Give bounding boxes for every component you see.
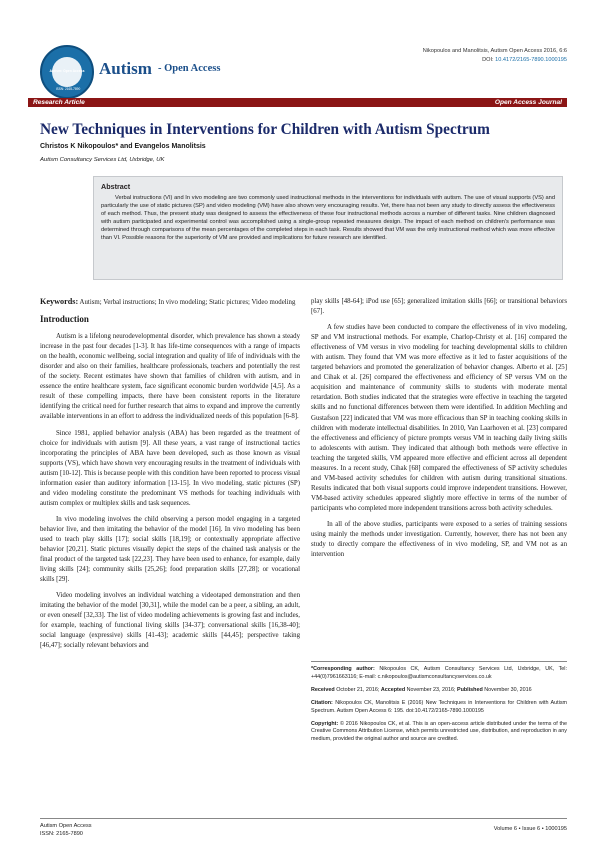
right-paragraph-2: In all of the above studies, participants were exposed to a series of training sessions using mainly the methods under investigation. Currently, however, there has not been any study to directly compare the effectiveness of in vivo modeling, SP, and VM not as an intervention [311, 520, 567, 559]
introduction-heading: Introduction [40, 314, 89, 325]
received-label: Received [311, 686, 335, 693]
dates-line [311, 687, 567, 695]
footer-volume: Volume 6 • Issue 6 • 1000195 [493, 826, 567, 832]
correspondence-divider [311, 661, 567, 662]
abstract-heading: Abstract [101, 182, 131, 191]
accepted-label: Accepted [380, 686, 406, 693]
logo-issn: ISSN: 2165-7890 [55, 87, 81, 91]
journal-name: Autism [99, 59, 152, 78]
keywords [40, 297, 300, 308]
header-doi [482, 57, 567, 63]
logo-ring-text: Autism: Open Access [49, 69, 85, 73]
copyright-text: © 2016 Nikopoulos CK, et al. This is an open-access article distributed under the terms of the Creative Commons Attribution License, which permits unrestricted use, distribution, and reproduction in any medium, provided the original author and source are credited. [311, 720, 568, 743]
doi-label: DOI: [482, 57, 494, 63]
article-authors: Christos K Nikopoulos* and Evangelos Manolitsis [40, 143, 206, 150]
right-paragraph-1: A few studies have been conducted to compare the effectiveness of in vivo modeling, SP and VM instructional methods. For example, Charlop-Christy et al. [16] compared the effectiveness of VM versus in vivo modeling for teaching developmental skills to children with autism. They found that VM was more effective as it led to faster acquisitions of the targeted behaviors and promoted the generalization of behavior changes. Alberto et al. [25] and Cihak et al. [26] compared the effectiveness and efficiency of SP versus VM on the acquisition and maintenance of community skills to students with moderate mental retardation. Both studies indicated that the strategies were effective in teaching the targeted skills and no functional differences between them were identified. In addition Mechling and Gustafson [22] indicated that VM was more efficacious than SP in teaching cooking skills in children with moderate intellectual disabilities. In 2010, Van Laarhoven et al. [23] compared the effectiveness and efficiency of picture prompts versus VM in teaching daily living skills to adolescents with autism. They indicated that although both methods were effective in teaching the targeted skills, VM appeared more effective and efficient across all dependent measures. In a recent study, Cihak [68] compared the effectiveness of SP activity schedules and VM-based activity schedules for children with autism during transitional situations. Results indicated that both visual supports could improve independent transitions. However, VM-based activity schedules appeared slightly more effective in terms of the number of participants who completed more independent transitions across both activity schedules. [311, 324, 567, 512]
intro-paragraph-4: Video modeling involves an individual watching a videotaped demonstration and then imitating the behavior of the model [30,31], while the model can be a peer, a sibling, an adult, or even oneself [32,33]. The list of video modeling achievements is growing fast and includes, for example, teaching of functional living skills [34-37]; conversational skills [16,38-40]; social language (expressive) skills [41-43]; academic skills [44,45]; perspective taking [46,47]; socially relevant behaviors and [40, 592, 300, 650]
article-type-banner [28, 98, 567, 107]
corr-label: *Corresponding author: [311, 666, 375, 672]
published-label: Published [456, 686, 483, 693]
keywords-label: Keywords: [40, 297, 79, 306]
citation-text: Nikopoulos CK, Manolitsis E (2016) New Techniques in Interventions for Children with Autism Spectrum. Autism Open Access 6: 195. doi:10.4172/2165-7890.1000195 [311, 699, 567, 714]
page-header [0, 0, 595, 92]
journal-logo [40, 45, 94, 99]
footer-issn: ISSN: 2165-7890 [40, 831, 83, 837]
journal-subtitle: - Open Access [158, 63, 221, 74]
left-column [40, 297, 300, 658]
article-affiliation: Autism Consultancy Services Ltd, Uxbridge, UK [40, 157, 165, 163]
citation-block [311, 700, 567, 716]
corresponding-author [311, 666, 567, 682]
header-citation: Nikopoulos and Manolitsis, Autism Open Access 2016, 6:6 [422, 48, 567, 54]
copyright-label: Copyright: [311, 720, 339, 727]
right-column [311, 297, 567, 566]
intro-paragraph-3: In vivo modeling involves the child observing a person model engaging in a targeted behavior live, and then imitating the behavior of the model [16]. In vivo modeling has been used to teach play skills [17]; social skills [18,19]; or contextually appropriate affective behavior [20,21]. Static pictures visually depict the steps of the chained task analysis or the final product of the targeted task [22,23]. They have been used to enhance, for example, daily living skills [24]; community skills [25,26]; food preparation skills [27,28]; or vocational skills [29]. [40, 515, 300, 584]
intro-paragraph-2: Since 1981, applied behavior analysis (ABA) has been regarded as the treatment of choice for individuals with autism [9]. All these years, a vast range of instructional tactics incorporating the principles of ABA have been developed, such as those known as visual supports (VS), which have shown very encouraging results in the treatment of individuals with autism [10-12]. This is because people with this condition have been reported to process visual information easier than auditory information [13-15]. In vivo modeling, static pictures (SP) and video modeling constitute the predominant VS methods for teaching individuals with autism complex or multiplex skills and task sequences. [40, 429, 300, 507]
abstract-text: Verbal instructions (VI) and In vivo modeling are two commonly used instructional methods in the interventions for individuals with autism. The use of visual supports (VS) and particularly the use of static pictures (SP) and video modeling (VM) have also shown very encouraging results. Yet, there has not been any study to directly assess the effectiveness of each method. Thus, the present study was designed to assess the effectiveness of these four instructional methods across a number of different tasks. Nine children diagnosed with autism participated and experimental control was accomplished using a single-group repeated measures design. The impact of each method on children's performance was determined through comparisons of the mean percentages of the completed steps in each task. Results showed that VM was the only instructional method which was more effective than VI. Possible reasons for the superiority of VM are provided and implications for future research are identified. [101, 195, 555, 241]
footer-journal [40, 822, 92, 838]
correspondence-block [311, 666, 567, 749]
corr-text: Nikopoulos CK, Autism Consultancy Services Ltd, Uxbridge, UK, Tel: +44(0)7961663116; E-mail: c.nikopoulos@autismconsultancyservices.co.uk [311, 666, 567, 680]
published-date: November 30, 2016 [484, 686, 532, 693]
footer-journal-name: Autism Open Access [40, 823, 92, 829]
article-title: New Techniques in Interventions for Children with Autism Spectrum [40, 121, 490, 138]
intro-paragraph-1: Autism is a lifelong neurodevelopmental disorder, which prevalence has shown a steady increase in the past four decades [1-3]. It has life-time consequences with a range of impacts on the health, economic wellbeing, social integration and quality of life of individuals with the disorder and also on their families, healthcare professionals, teachers and potentially the rest of the society. Recent estimates have shown that families of children with autism, and in essence the entire healthcare system, face significant economic burden worldwide [4,5]. As a result of these compelling impacts, there have been consistent reports in the literature identifying the critical need for further research that aims to expand and improve the currently available interventions in an effort to address the individualized needs of this population [6-8]. [40, 333, 300, 421]
copyright-block [311, 721, 567, 745]
received-date: October 21, 2016; [336, 686, 380, 693]
accepted-date: November 23, 2016; [406, 686, 456, 693]
right-paragraph-0: play skills [48-64]; iPod use [65]; generalized imitation skills [66]; or transitional behaviors [67]. [311, 298, 567, 316]
doi-link[interactable]: 10.4172/2165-7890.1000195 [495, 57, 567, 63]
keywords-text: Autism; Verbal instructions; In vivo modeling; Static pictures; Video modeling [79, 299, 296, 306]
footer-divider [40, 818, 567, 819]
banner-research-article: Research Article [33, 99, 85, 106]
banner-open-access: Open Access Journal [494, 99, 562, 106]
citation-label: Citation: [311, 699, 333, 706]
